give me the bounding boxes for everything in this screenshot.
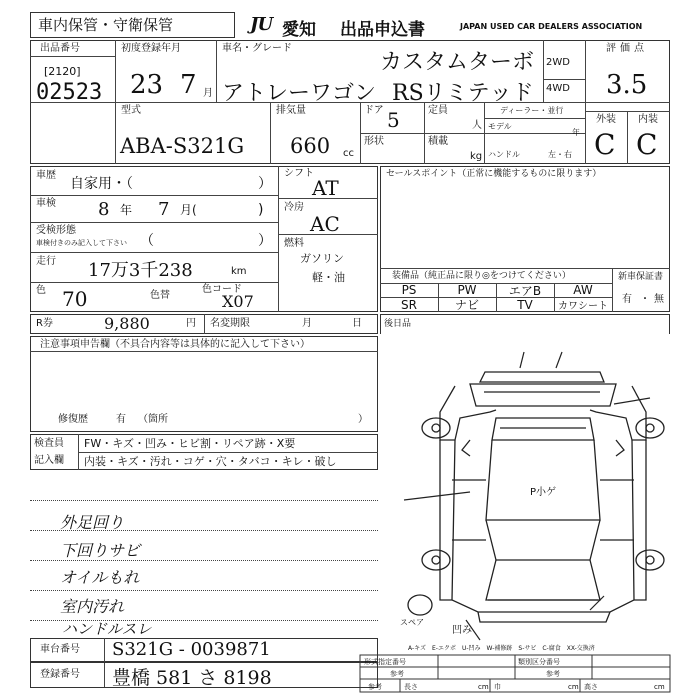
color-label: 色 [36,285,46,296]
footer-ref-label-1: 参考 [390,670,404,678]
english-title: JAPAN USED CAR DEALERS ASSOCIATION [460,22,643,31]
footer-height-label: 高さ [584,683,598,691]
equip-aw: AW [573,283,593,297]
handle-label: ハンドル [488,150,520,159]
handle-options: 左・右 [548,150,572,159]
footer-class-label: 類別区分番号 [518,658,560,666]
rear-items-label: 後日品 [384,319,412,329]
diagram-annotation-p: P小ゲ [530,487,557,498]
model-year-unit: 年 [572,128,580,137]
inspection-close: ) [258,202,264,218]
footer-length-label: 長さ [404,683,418,691]
exterior-label: 外装 [596,114,616,125]
reception-label: 受検形態 [36,225,76,236]
first-reg-month-unit: 月 [203,88,213,99]
reception-open: （ [140,233,154,249]
repair-close: ） [358,414,368,425]
equip-sr: SR [401,297,417,312]
car-name-line1: カスタムターボ [380,50,535,75]
fuel-diesel: 軽・油 [312,271,345,284]
equip-tv: TV [517,297,533,312]
mileage-value: 17万3千238 [88,260,193,281]
storage-title: 車内保管・守衛保管 [38,16,174,34]
diagram-annotation-dent: 凹み [452,625,472,636]
inspection-year: 8 [98,199,110,220]
inspector-row-1: FW・キズ・凹み・ヒビ割・リペア跡・X要 [84,437,296,450]
car-grade: RSリミテッド [392,81,534,106]
score-value: 3.5 [606,70,648,100]
first-reg-year: 23 [130,70,164,100]
equip-ps: PS [401,283,417,297]
footer-ref-label-3: 参考 [368,683,382,691]
first-reg-month: 7 [180,70,197,100]
equip-leather: カワシート [558,301,608,312]
recycle-value: 9,880 [104,314,150,333]
warranty-label: 新車保証書 [618,272,664,282]
color-code-label: 色コード [202,284,242,295]
displacement-label: 排気量 [276,105,306,116]
footer-width-label: 巾 [494,683,501,691]
title-change-label: 名変期限 [210,318,250,329]
inspection-month-unit: 月( [180,203,197,217]
model-code-value: ABA-S321G [120,134,245,158]
shift-label: シフト [284,168,314,179]
notes-label: 注意事項申告欄（不具合内容等は具体的に記入して下さい） [40,339,310,350]
equip-navi: ナビ [454,298,479,312]
form-title: 出品申込書 [340,20,425,40]
ju-logo: JU [250,14,273,35]
title-change-day: 日 [352,318,362,329]
repair-value: 有 [116,414,126,425]
color-code: X07 [222,292,254,311]
vin-label: 車台番号 [40,644,80,655]
lot-label: 出品番号 [40,43,80,54]
note-line-4: 室内汚れ [60,597,125,616]
capacity-unit: 人 [472,120,482,131]
warranty-sep: ・ [640,294,650,305]
inspection-year-unit: 年 [120,203,133,217]
inspection-month: 7 [158,199,170,220]
model-code-label: 型式 [121,105,141,116]
interior-grade: C [636,128,658,161]
interior-label: 内装 [638,114,658,125]
footer-unit-1: cm [478,683,489,691]
reception-close: ） [258,233,272,249]
spare-label: スペア [400,618,424,627]
note-line-5: ハンドルスレ [62,620,152,638]
recycle-label: R券 [36,318,53,329]
inspector-row-2: 内装・キズ・汚れ・コゲ・穴・タバコ・キレ・破し [84,455,337,468]
shift-value: AT [312,176,339,200]
reception-note: 車検付きのみ記入して下さい [36,239,127,247]
footer-ref-label-2: 参考 [546,670,560,678]
capacity-label: 定員 [428,105,448,116]
diagram-legend: A-キズ E-エクボ U-凹み W-補修跡 S-サビ C-腐食 XX-交換済 [408,645,595,652]
exterior-grade: C [594,128,616,161]
history-label: 車歴 [36,170,56,181]
warranty-no: 無 [654,294,664,305]
repair-label: 修復歴 [58,414,88,425]
first-reg-label: 初度登録年月 [121,43,181,54]
org-name: 愛知 [282,20,316,40]
lot-sub-number: [2120] [44,65,81,78]
equip-airbag: エアB [508,283,542,298]
footer-model-label: 形式指定番号 [364,658,406,666]
history-close: ） [258,176,272,192]
score-label: 評価点 [606,43,648,54]
doors-value: 5 [387,108,400,132]
recycle-unit: 円 [186,318,196,329]
equipment-label: 装備品（純正品に限り◎をつけてください） [392,271,571,281]
ac-value: AC [310,212,340,236]
car-name-label: 車名・グレード [222,43,292,54]
drive-4wd: 4WD [546,83,570,94]
color-change-label: 色替 [150,290,170,301]
mileage-unit: km [231,266,247,277]
inspection-label: 車検 [36,198,56,209]
doors-label: ドア [364,105,384,116]
plate-value: 豊橋 581 さ 8198 [112,667,272,689]
note-line-1: 外足回り [60,513,125,532]
title-change-month: 月 [302,318,312,329]
color-value: 70 [62,287,88,311]
mileage-label: 走行 [36,256,56,267]
displacement-value: 660 [290,134,331,158]
displacement-unit: cc [343,148,354,159]
load-label: 積載 [428,136,448,147]
note-line-3: オイルもれ [60,568,140,587]
inspector-label-2: 記入欄 [34,455,64,466]
dealer-label: ディーラー・並行 [500,106,564,115]
fuel-gasoline: ガソリン [300,252,344,265]
car-model: アトレーワゴン [222,81,377,106]
footer-unit-2: cm [568,683,579,691]
equip-pw: PW [457,283,477,297]
repair-place: （箇所 [138,414,168,425]
model-year-label: モデル [488,122,512,131]
drive-2wd: 2WD [546,57,570,68]
footer-unit-3: cm [654,683,665,691]
history-value: 自家用・（ [70,176,133,192]
warranty-yes: 有 [622,294,632,305]
shape-label: 形状 [364,136,384,147]
lot-number: 02523 [36,80,103,105]
ac-label: 冷房 [284,202,304,213]
plate-label: 登録番号 [40,669,80,680]
note-line-2: 下回りサビ [60,541,141,560]
vin-value: S321G - 0039871 [112,639,271,660]
load-unit: kg [470,151,483,162]
fuel-label: 燃料 [284,238,304,249]
sales-point-label: セールスポイント（正常に機能するものに限ります） [386,169,602,179]
inspector-label-1: 検査員 [34,438,64,449]
